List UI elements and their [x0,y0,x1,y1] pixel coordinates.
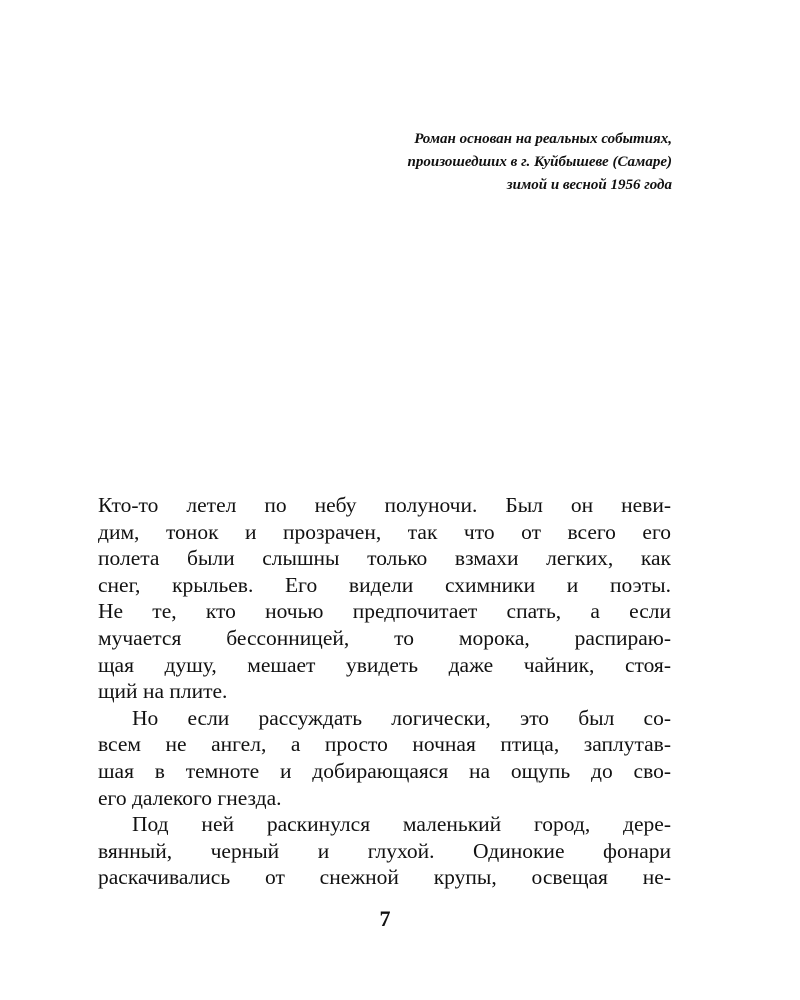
text-line: щий на плите. [98,679,228,704]
paragraph-3 [98,811,671,891]
epigraph-line: произошедших в г. Куйбышеве (Самаре) [407,154,672,170]
epigraph-line: зимой и весной 1956 года [506,177,672,193]
text-line: Не те, кто ночью предпочитает спать, а если [98,599,671,624]
text-line: всем не ангел, а просто ночная птица, заплутав- [98,732,671,757]
text-line: дим, тонок и прозрачен, так что от всего его [98,519,671,544]
text-line: полета были слышны только взмахи легких, как [98,546,671,571]
body-text [98,492,671,891]
text-line: щая душу, мешает увидеть даже чайник, стоя- [98,652,671,677]
text-line: Но если рассуждать логически, это был со- [132,705,671,730]
text-line: шая в темноте и добирающаяся на ощупь до сво- [98,758,671,783]
text-line: вянный, черный и глухой. Одинокие фонари [98,838,671,863]
epigraph [252,128,672,197]
text-line: раскачивались от снежной крупы, освещая не- [98,865,671,890]
paragraph-1 [98,492,671,705]
text-line: Кто-то летел по небу полуночи. Был он неви- [98,493,671,517]
text-line: Под ней раскинулся маленький город, дере- [132,812,671,837]
text-line: снег, крыльев. Его видели схимники и поэты. [98,572,671,597]
text-line: его далекого гнезда. [98,785,282,810]
epigraph-line: Роман основан на реальных событиях, [414,131,672,147]
paragraph-2 [98,705,671,811]
page-number: 7 [379,906,391,931]
text-line: мучается бессонницей, то морока, распираю- [98,625,671,650]
